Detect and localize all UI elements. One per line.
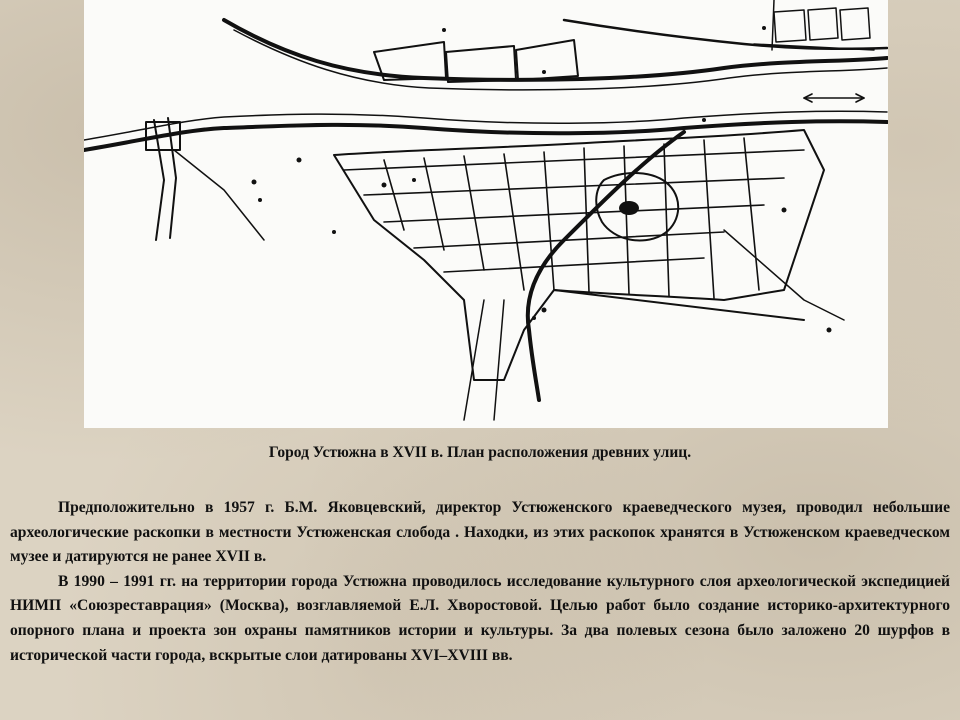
paragraph-1: Предположительно в 1957 г. Б.М. Яковцевский, директор Устюженского краеведческого музея, проводил небольшие археологические раскопки в местности Устюженская слобода . Находки, из этих раскопок хранятся в Устюженском краеведческом музее и датируются не ранее XVII в. xyxy=(10,499,950,566)
slide-body-text xyxy=(10,496,950,668)
river-south-bank-inner xyxy=(84,111,887,140)
map-caption: Город Устюжна в XVII в. План расположения древних улиц. xyxy=(268,444,692,461)
south-lane xyxy=(464,300,504,420)
se-road xyxy=(724,230,844,320)
city-plan-drawing xyxy=(84,0,888,428)
river-north-bank xyxy=(224,20,887,80)
street-grid xyxy=(344,138,804,298)
south-road xyxy=(554,290,804,320)
north-field-3 xyxy=(516,40,578,80)
west-road xyxy=(174,150,264,240)
ne-block-1 xyxy=(774,10,806,42)
river-upper-branch xyxy=(564,20,887,49)
river-south-bank xyxy=(84,121,887,150)
kremlin-pond xyxy=(619,201,639,215)
ne-road xyxy=(754,0,874,50)
paragraph-2: В 1990 – 1991 гг. на территории города Устюжна проводилось исследование культурного слоя археологической экспедицией НИМП «Союзреставрация» (Москва), возглавляемой Е.Л. Хворостовой. Целью работ было создание историко-архитектурного опорного плана и проекта зон охраны памятников истории и культуры. За два полевых сезона было заложено 20 шурфов в исторической части города, вскрытые слои датированы XVI–XVIII вв. xyxy=(10,572,950,664)
ne-block-3 xyxy=(840,8,870,40)
north-field-2 xyxy=(446,46,516,82)
ne-block-2 xyxy=(808,8,838,40)
city-plan-map xyxy=(84,0,888,428)
